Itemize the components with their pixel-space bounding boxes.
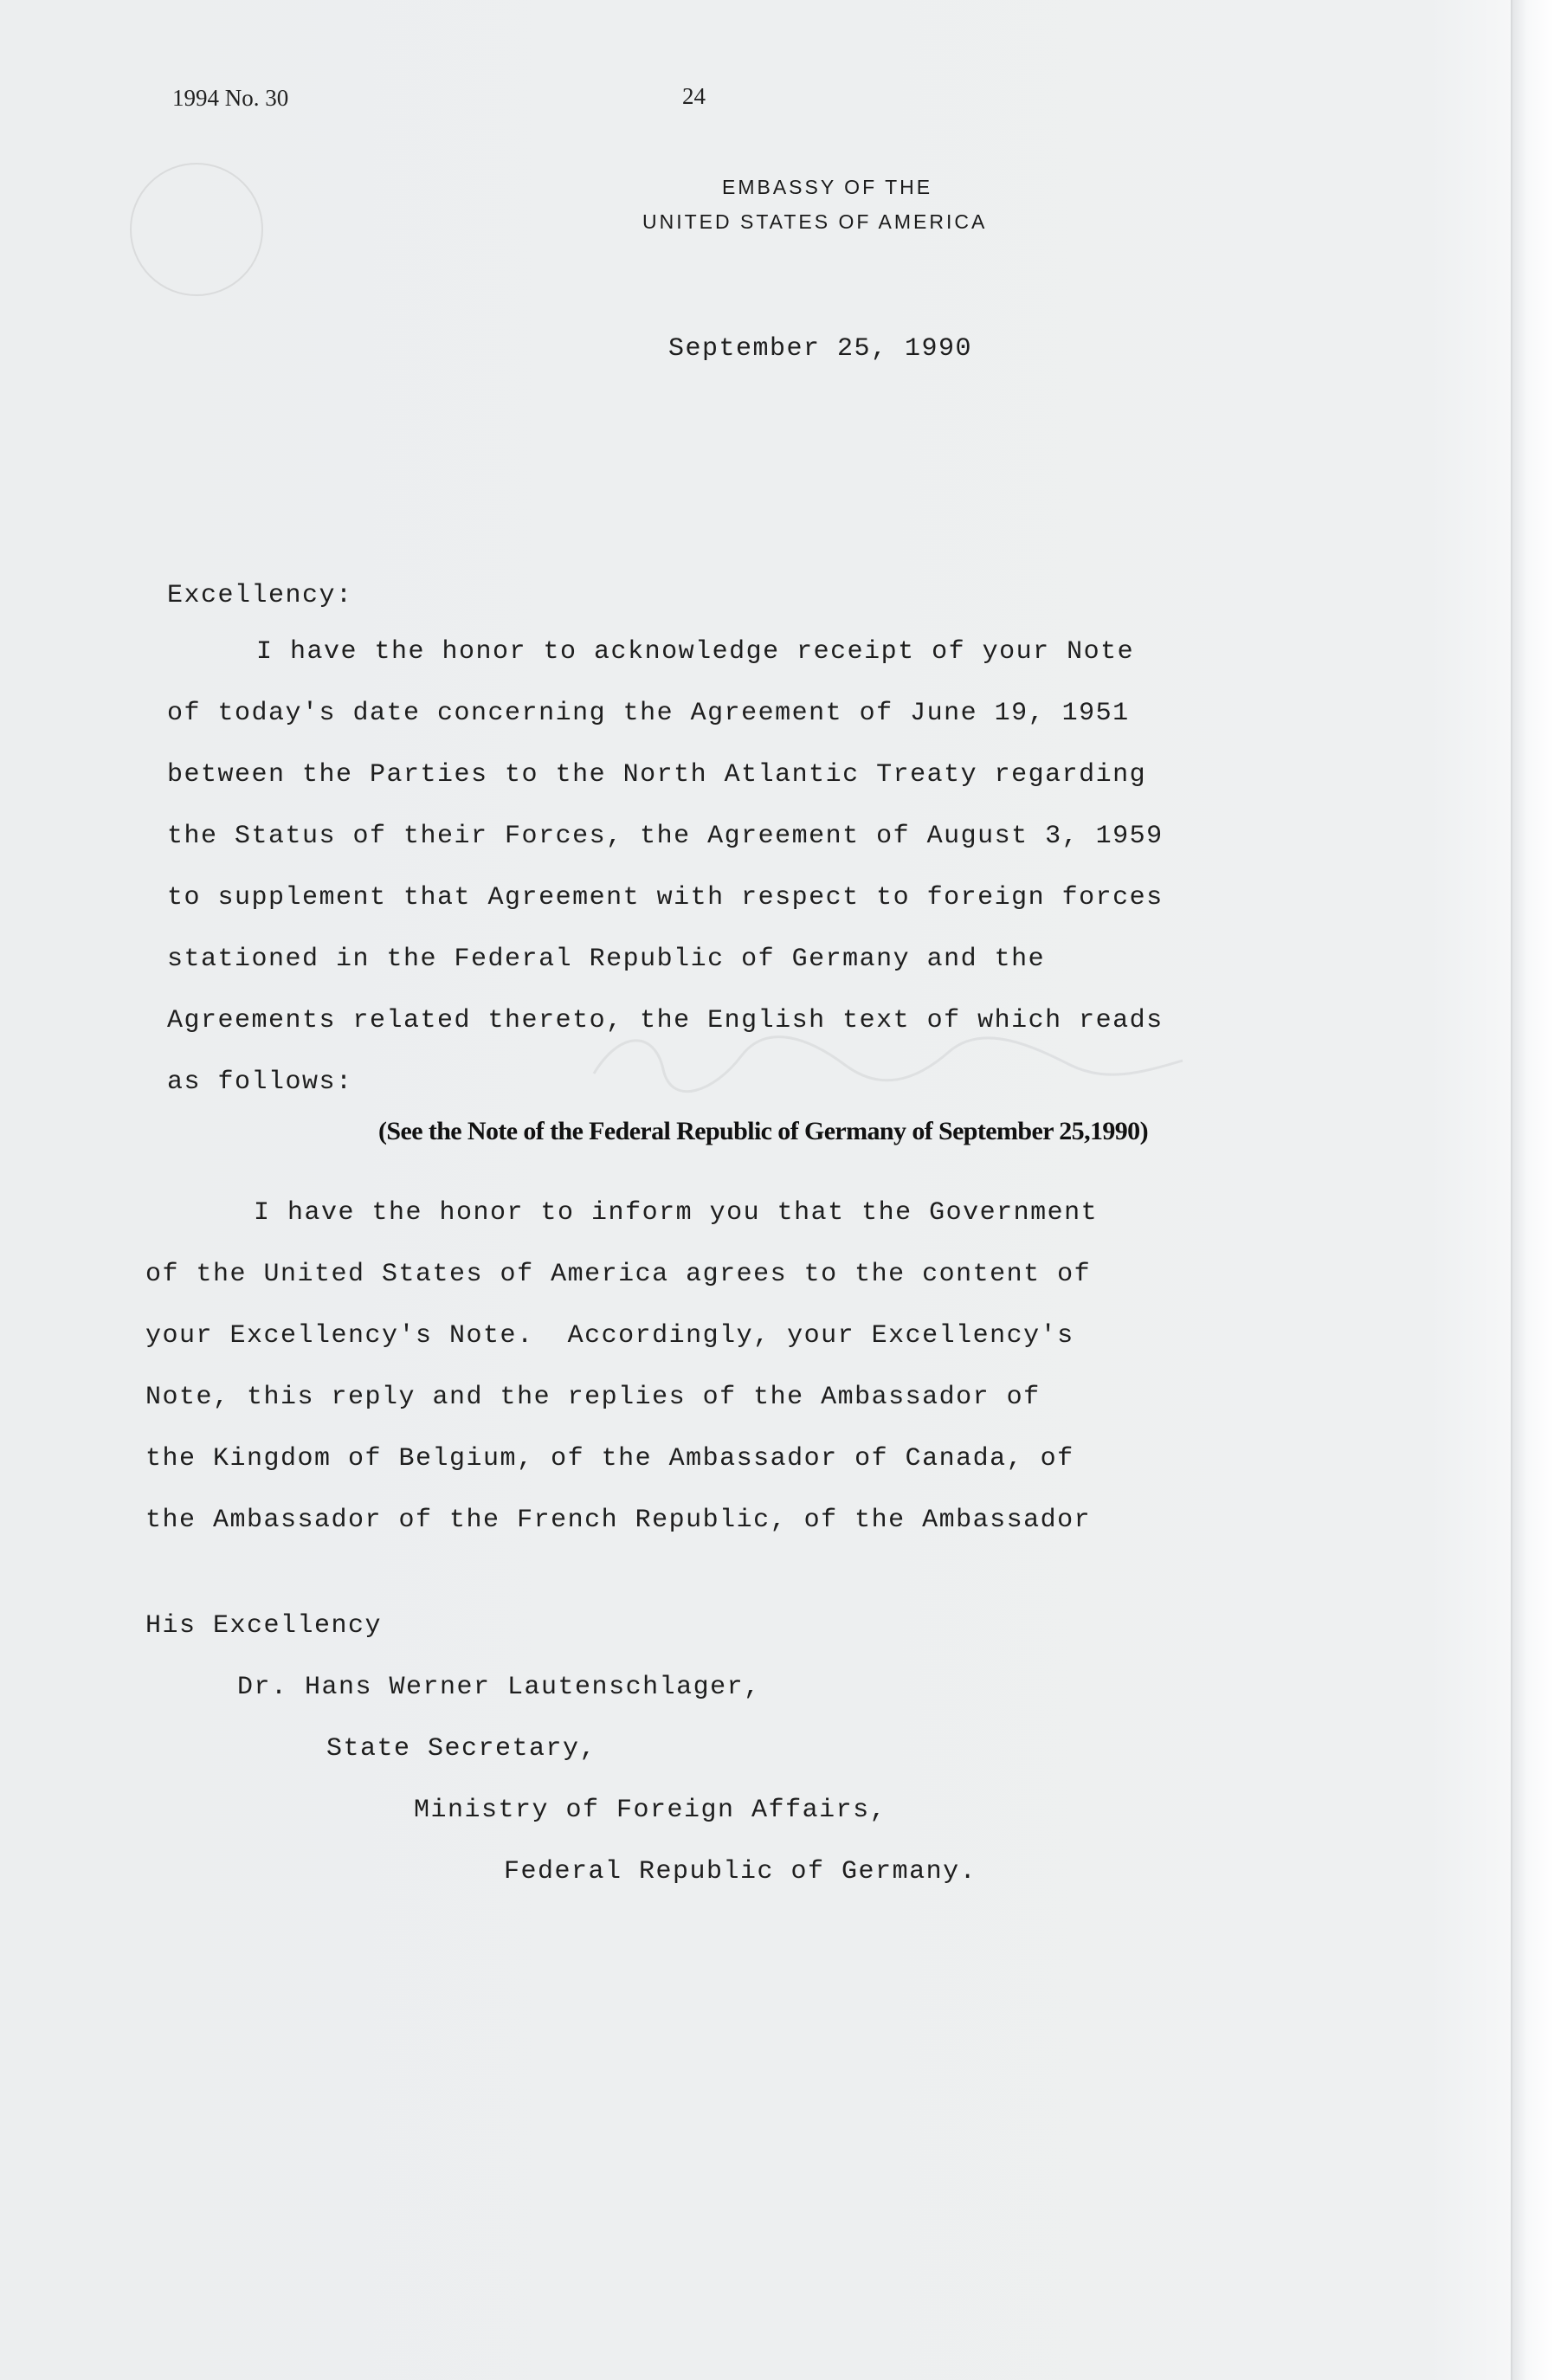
paragraph-line: to supplement that Agreement with respect to foreign forces xyxy=(167,883,1164,913)
paragraph-line: between the Parties to the North Atlantic Treaty regarding xyxy=(167,760,1147,790)
paragraph-line: I have the honor to inform you that the Government xyxy=(254,1198,1099,1228)
paragraph-line: of the United States of America agrees to the content of xyxy=(145,1260,1092,1289)
page-number: 24 xyxy=(682,83,706,109)
inserted-note-text: (See the Note of the Federal Republic of Germany of September 25,1990) xyxy=(378,1117,1148,1145)
series-number: 1994 No. 30 xyxy=(172,85,289,111)
paragraph-line: as follows: xyxy=(167,1067,353,1097)
page-edge xyxy=(1511,0,1554,2380)
addressee-line-1: His Excellency xyxy=(145,1611,383,1641)
letterhead-line-1: EMBASSY OF THE xyxy=(722,176,933,198)
letterhead-line-2: UNITED STATES OF AMERICA xyxy=(642,210,988,233)
paragraph-line: Note, this reply and the replies of the Ambassador of xyxy=(145,1383,1041,1412)
paragraph-line: the Kingdom of Belgium, of the Ambassador of Canada, of xyxy=(145,1444,1074,1474)
paragraph-line: your Excellency's Note. Accordingly, your Excellency's xyxy=(145,1321,1074,1351)
paragraph-line: Agreements related thereto, the English text of which reads xyxy=(167,1006,1164,1035)
paragraph-line: of today's date concerning the Agreement of June 19, 1951 xyxy=(167,699,1130,728)
letter-date: September 25, 1990 xyxy=(668,334,973,364)
letterhead xyxy=(606,170,1091,239)
addressee-line-5: Federal Republic of Germany. xyxy=(504,1857,977,1887)
inserted-note xyxy=(0,1117,1554,1146)
paragraph-line: stationed in the Federal Republic of Germany and the xyxy=(167,945,1046,974)
addressee-line-2: Dr. Hans Werner Lautenschlager, xyxy=(237,1673,761,1702)
salutation: Excellency: xyxy=(167,581,353,610)
paragraph-line: the Status of their Forces, the Agreement of August 3, 1959 xyxy=(167,822,1164,851)
addressee-line-3: State Secretary, xyxy=(326,1734,597,1764)
show-through-seal xyxy=(130,163,263,296)
addressee-line-4: Ministry of Foreign Affairs, xyxy=(414,1796,887,1825)
paragraph-line: the Ambassador of the French Republic, of the Ambassador xyxy=(145,1506,1092,1535)
paragraph-line: I have the honor to acknowledge receipt of your Note xyxy=(256,637,1135,667)
